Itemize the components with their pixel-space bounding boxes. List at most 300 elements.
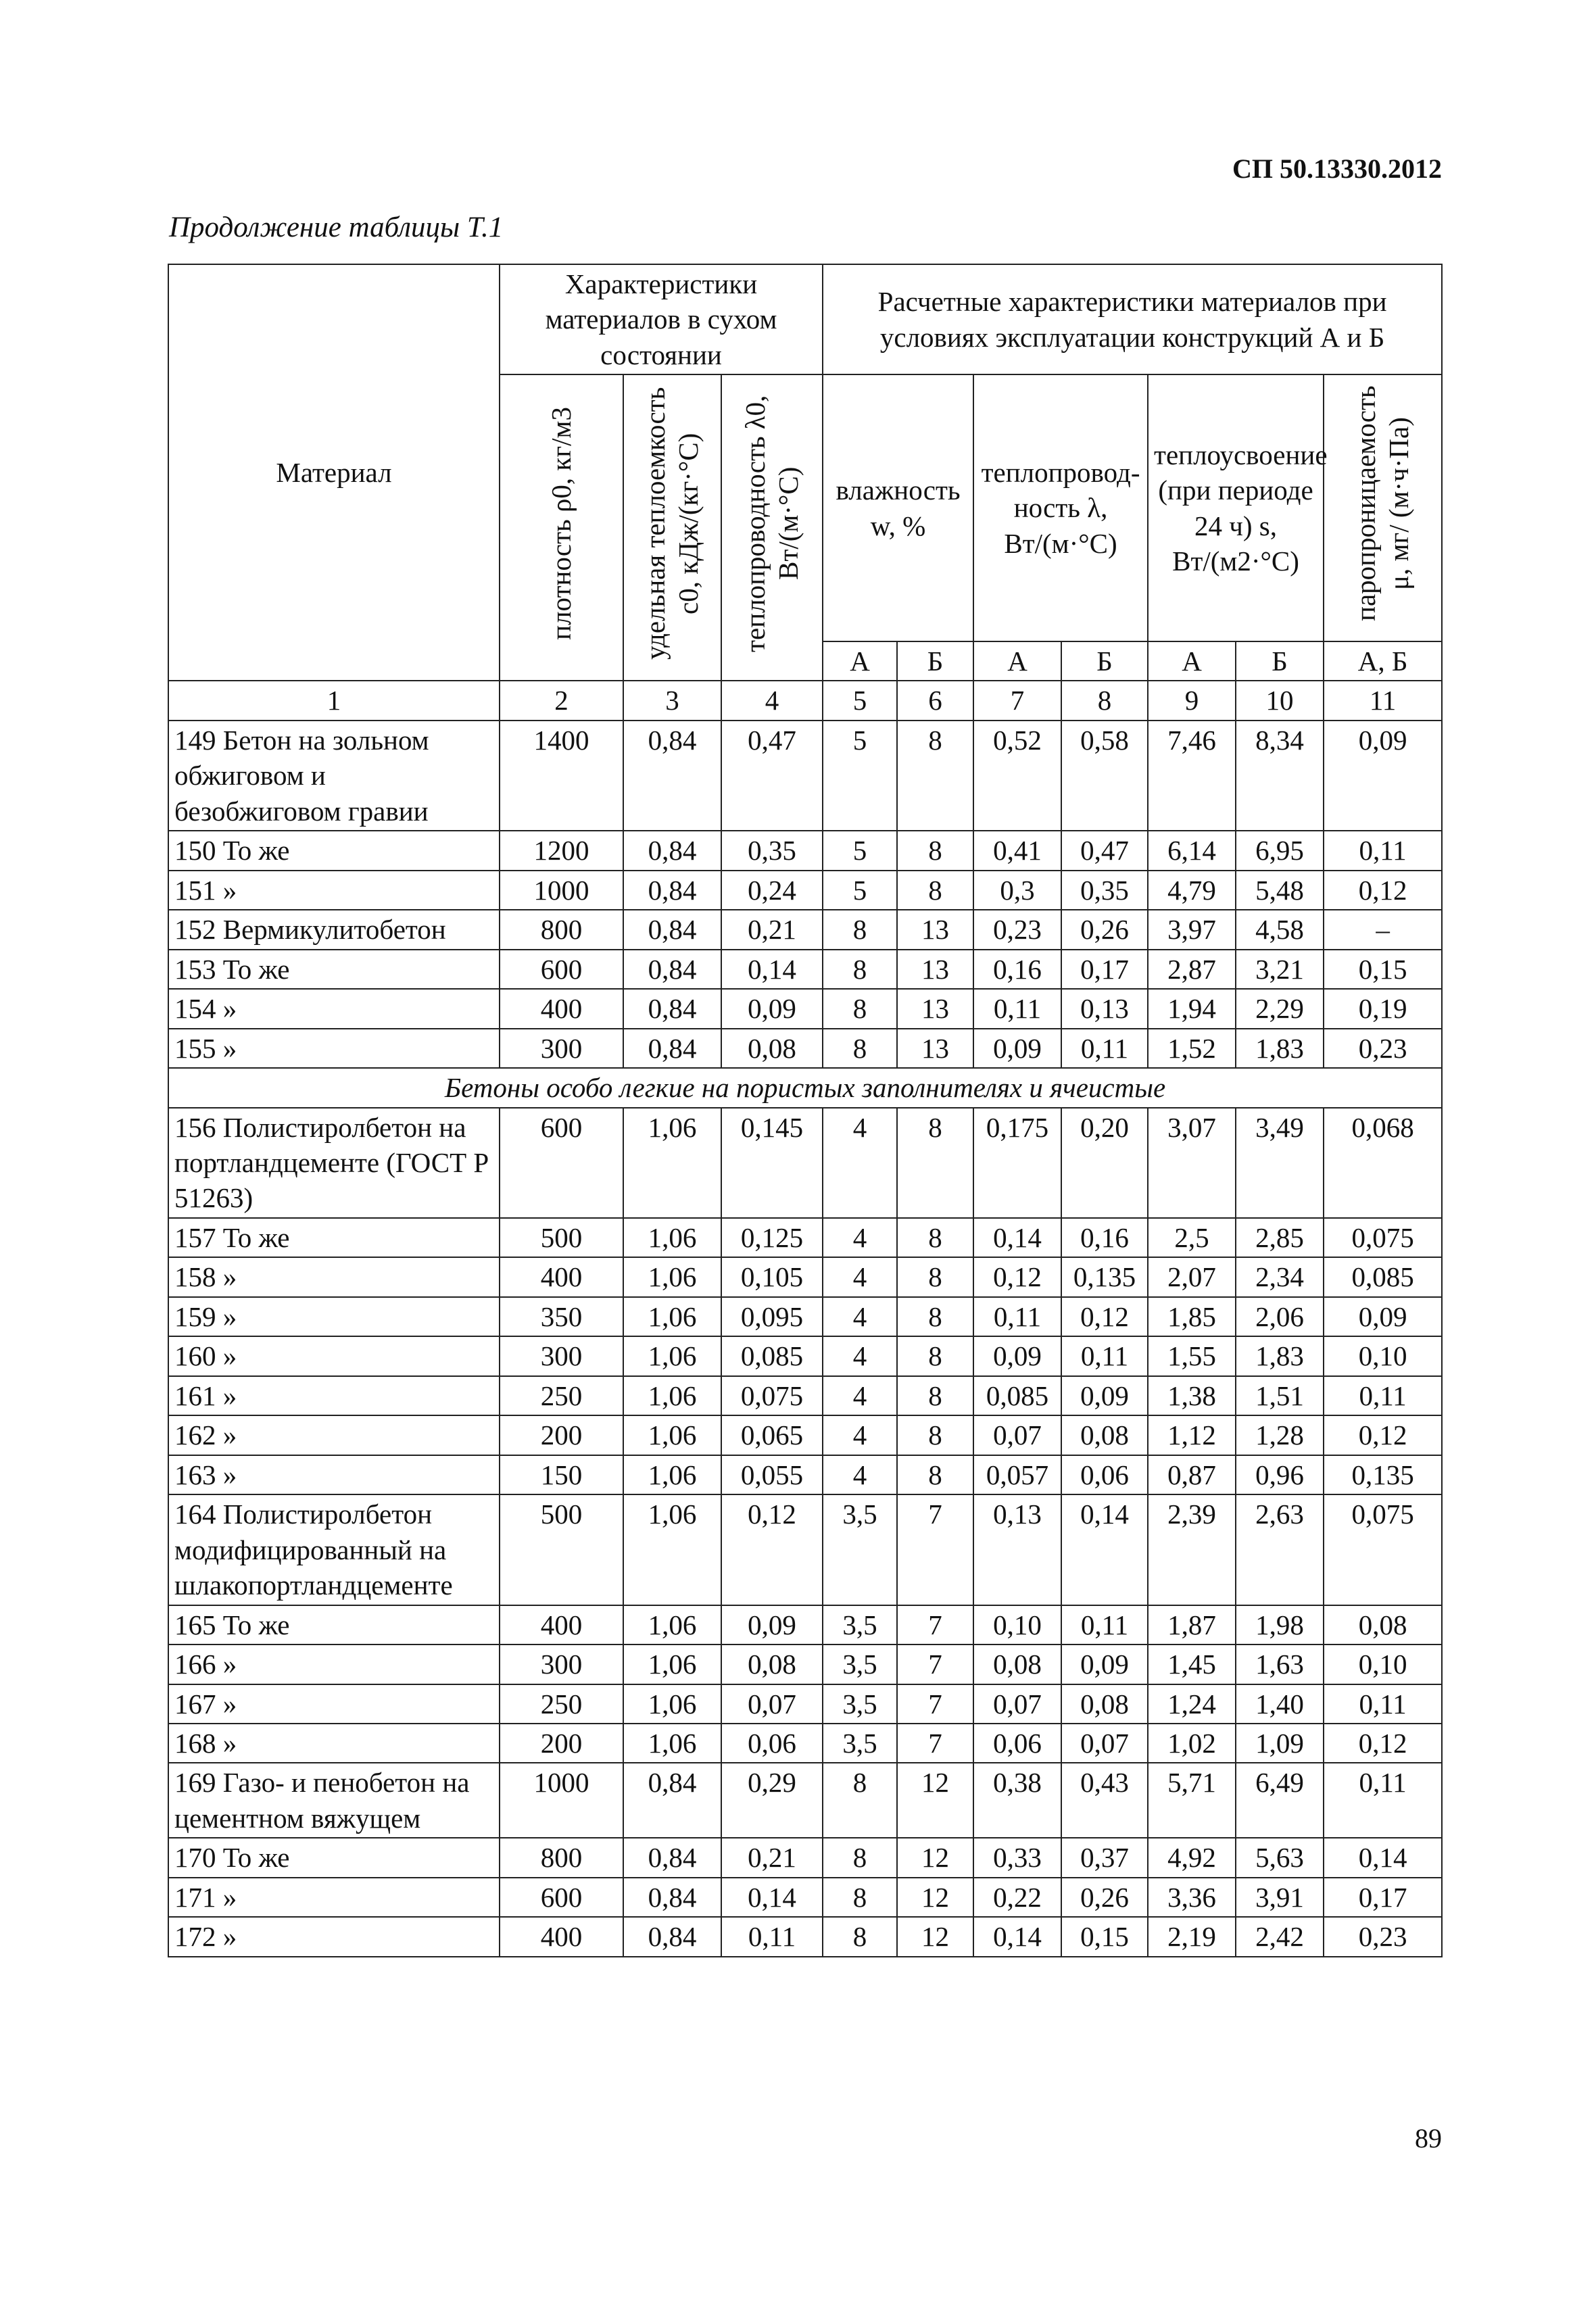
value-cell: 4 <box>823 1218 897 1257</box>
value-cell: 0,09 <box>1324 1297 1442 1336</box>
material-name: 168 » <box>168 1724 500 1763</box>
value-cell: 0,11 <box>1061 1336 1148 1375</box>
value-cell: 0,12 <box>1324 871 1442 910</box>
table-row <box>168 1455 1442 1494</box>
value-cell: 3,21 <box>1236 950 1324 989</box>
value-cell: 2,87 <box>1148 950 1236 989</box>
value-cell: 1,06 <box>623 1218 721 1257</box>
value-cell: 300 <box>500 1644 623 1684</box>
value-cell: 0,06 <box>1061 1455 1148 1494</box>
value-cell: 0,16 <box>973 950 1061 989</box>
value-cell: 1,06 <box>623 1605 721 1644</box>
value-cell: 0,055 <box>721 1455 823 1494</box>
value-cell: 1,51 <box>1236 1376 1324 1415</box>
value-cell: 2,85 <box>1236 1218 1324 1257</box>
subcolumn-label: Б <box>1061 641 1148 681</box>
value-cell: 0,17 <box>1061 950 1148 989</box>
value-cell: 8 <box>897 1336 973 1375</box>
value-cell: 5,71 <box>1148 1763 1236 1838</box>
value-cell: 8 <box>897 1297 973 1336</box>
value-cell: 8,34 <box>1236 721 1324 831</box>
value-cell: 0,125 <box>721 1218 823 1257</box>
value-cell: 0,38 <box>973 1763 1061 1838</box>
value-cell: 400 <box>500 1605 623 1644</box>
value-cell: 4 <box>823 1257 897 1296</box>
value-cell: 0,15 <box>1324 950 1442 989</box>
value-cell: 1,85 <box>1148 1297 1236 1336</box>
header-heat-absorption: теплоусвоение (при периоде 24 ч) s, Вт/(м2·°С) <box>1148 374 1324 641</box>
value-cell: 2,42 <box>1236 1917 1324 1956</box>
section-title: Бетоны особо легкие на пористых заполнителях и ячеистые <box>168 1068 1442 1107</box>
value-cell: 2,5 <box>1148 1218 1236 1257</box>
value-cell: 600 <box>500 950 623 989</box>
column-number: 11 <box>1324 681 1442 720</box>
value-cell: 0,58 <box>1061 721 1148 831</box>
column-number: 5 <box>823 681 897 720</box>
value-cell: 0,09 <box>721 989 823 1028</box>
value-cell: 0,41 <box>973 831 1061 870</box>
value-cell: 8 <box>897 1415 973 1455</box>
value-cell: 0,08 <box>1061 1684 1148 1724</box>
value-cell: 8 <box>897 1257 973 1296</box>
value-cell: 8 <box>823 989 897 1028</box>
value-cell: 1,09 <box>1236 1724 1324 1763</box>
column-number: 7 <box>973 681 1061 720</box>
header-heat-capacity: удельная теплоемкость с0, кДж/(кг·°С) <box>623 374 721 681</box>
table-row <box>168 871 1442 910</box>
value-cell: 3,49 <box>1236 1108 1324 1218</box>
value-cell: 0,14 <box>721 950 823 989</box>
value-cell: 0,47 <box>1061 831 1148 870</box>
value-cell: 8 <box>823 950 897 989</box>
value-cell: 0,07 <box>973 1684 1061 1724</box>
value-cell: 8 <box>897 871 973 910</box>
value-cell: 0,07 <box>973 1415 1061 1455</box>
material-name: 154 » <box>168 989 500 1028</box>
table-row <box>168 1878 1442 1917</box>
value-cell: 4,58 <box>1236 910 1324 949</box>
value-cell: 1,83 <box>1236 1336 1324 1375</box>
value-cell: 1200 <box>500 831 623 870</box>
value-cell: 0,22 <box>973 1878 1061 1917</box>
table-row <box>168 910 1442 949</box>
value-cell: 8 <box>897 721 973 831</box>
value-cell: 1,06 <box>623 1297 721 1336</box>
value-cell: 2,39 <box>1148 1494 1236 1605</box>
table-caption: Продолжение таблицы Т.1 <box>169 212 504 243</box>
material-name: 166 » <box>168 1644 500 1684</box>
value-cell: 2,29 <box>1236 989 1324 1028</box>
column-number: 8 <box>1061 681 1148 720</box>
value-cell: 800 <box>500 910 623 949</box>
value-cell: 0,21 <box>721 1838 823 1877</box>
value-cell: 0,11 <box>1324 1376 1442 1415</box>
value-cell: 0,84 <box>623 871 721 910</box>
value-cell: 0,075 <box>1324 1494 1442 1605</box>
value-cell: 0,08 <box>1324 1605 1442 1644</box>
value-cell: 5 <box>823 831 897 870</box>
table-row <box>168 1838 1442 1877</box>
table-row <box>168 989 1442 1028</box>
material-name: 172 » <box>168 1917 500 1956</box>
value-cell: 0,23 <box>973 910 1061 949</box>
value-cell: 1,06 <box>623 1376 721 1415</box>
value-cell: 3,5 <box>823 1684 897 1724</box>
value-cell: 200 <box>500 1724 623 1763</box>
value-cell: 0,09 <box>1061 1644 1148 1684</box>
value-cell: 0,11 <box>973 1297 1061 1336</box>
value-cell: 0,09 <box>721 1605 823 1644</box>
value-cell: 0,08 <box>1061 1415 1148 1455</box>
table-row <box>168 1218 1442 1257</box>
value-cell: 0,26 <box>1061 910 1148 949</box>
value-cell: 0,14 <box>1324 1838 1442 1877</box>
value-cell: 500 <box>500 1494 623 1605</box>
value-cell: 200 <box>500 1415 623 1455</box>
value-cell: 8 <box>823 1917 897 1956</box>
value-cell: 0,057 <box>973 1455 1061 1494</box>
value-cell: 8 <box>897 831 973 870</box>
value-cell: 8 <box>823 1763 897 1838</box>
table-row <box>168 1297 1442 1336</box>
column-number: 10 <box>1236 681 1324 720</box>
value-cell: 0,17 <box>1324 1878 1442 1917</box>
value-cell: 0,075 <box>721 1376 823 1415</box>
material-name: 158 » <box>168 1257 500 1296</box>
table-row <box>168 1415 1442 1455</box>
header-column-numbers <box>168 681 1442 720</box>
value-cell: 0,175 <box>973 1108 1061 1218</box>
table-row <box>168 1763 1442 1838</box>
subcolumn-label: Б <box>1236 641 1324 681</box>
value-cell: 12 <box>897 1838 973 1877</box>
value-cell: 300 <box>500 1029 623 1068</box>
value-cell: 0,84 <box>623 831 721 870</box>
value-cell: 3,5 <box>823 1605 897 1644</box>
value-cell: 0,08 <box>721 1029 823 1068</box>
value-cell: 0,11 <box>1061 1029 1148 1068</box>
materials-table <box>168 264 1443 1957</box>
table-row <box>168 950 1442 989</box>
value-cell: 4 <box>823 1376 897 1415</box>
value-cell: 0,52 <box>973 721 1061 831</box>
value-cell: 600 <box>500 1878 623 1917</box>
value-cell: 0,09 <box>1324 721 1442 831</box>
value-cell: 5 <box>823 871 897 910</box>
material-name: 157 То же <box>168 1218 500 1257</box>
value-cell: 0,085 <box>721 1336 823 1375</box>
value-cell: 0,84 <box>623 1838 721 1877</box>
value-cell: 0,085 <box>1324 1257 1442 1296</box>
value-cell: 1,45 <box>1148 1644 1236 1684</box>
column-number: 6 <box>897 681 973 720</box>
table-body-1 <box>168 721 1442 1068</box>
value-cell: 300 <box>500 1336 623 1375</box>
value-cell: 0,10 <box>1324 1336 1442 1375</box>
value-cell: 0,06 <box>973 1724 1061 1763</box>
value-cell: 8 <box>823 1838 897 1877</box>
value-cell: 13 <box>897 910 973 949</box>
material-name: 160 » <box>168 1336 500 1375</box>
value-cell: 0,13 <box>1061 989 1148 1028</box>
value-cell: 8 <box>897 1376 973 1415</box>
value-cell: 0,84 <box>623 1878 721 1917</box>
value-cell: 600 <box>500 1108 623 1218</box>
value-cell: 1,83 <box>1236 1029 1324 1068</box>
value-cell: 350 <box>500 1297 623 1336</box>
value-cell: 0,3 <box>973 871 1061 910</box>
value-cell: 1,55 <box>1148 1336 1236 1375</box>
material-name: 156 Полистиролбетон на портландцементе (ГОСТ Р 51263) <box>168 1108 500 1218</box>
value-cell: 0,08 <box>973 1644 1061 1684</box>
value-cell: 4 <box>823 1336 897 1375</box>
value-cell: 250 <box>500 1376 623 1415</box>
value-cell: 1,06 <box>623 1415 721 1455</box>
value-cell: 4 <box>823 1455 897 1494</box>
value-cell: 8 <box>823 1029 897 1068</box>
value-cell: 7 <box>897 1644 973 1684</box>
value-cell: 0,07 <box>1061 1724 1148 1763</box>
value-cell: 0,075 <box>1324 1218 1442 1257</box>
value-cell: 0,16 <box>1061 1218 1148 1257</box>
value-cell: 0,35 <box>721 831 823 870</box>
material-name: 151 » <box>168 871 500 910</box>
value-cell: 0,12 <box>973 1257 1061 1296</box>
value-cell: 1,40 <box>1236 1684 1324 1724</box>
subcolumn-label: А <box>823 641 897 681</box>
header-conductivity0: теплопроводность λ0, Вт/(м·°С) <box>721 374 823 681</box>
value-cell: 0,84 <box>623 721 721 831</box>
value-cell: 0,09 <box>973 1029 1061 1068</box>
page-number: 89 <box>1415 2123 1442 2153</box>
material-name: 161 » <box>168 1376 500 1415</box>
value-cell: 1,06 <box>623 1257 721 1296</box>
value-cell: 0,12 <box>1324 1415 1442 1455</box>
material-name: 159 » <box>168 1297 500 1336</box>
subcolumn-label: Б <box>897 641 973 681</box>
value-cell: 0,10 <box>973 1605 1061 1644</box>
value-cell: 1,87 <box>1148 1605 1236 1644</box>
material-name: 150 То же <box>168 831 500 870</box>
value-cell: 3,97 <box>1148 910 1236 949</box>
value-cell: 7,46 <box>1148 721 1236 831</box>
value-cell: 0,10 <box>1324 1644 1442 1684</box>
value-cell: 0,84 <box>623 989 721 1028</box>
header-conductivity: теплопроводность λ, Вт/(м·°С) <box>973 374 1148 641</box>
value-cell: 1,06 <box>623 1336 721 1375</box>
value-cell: 1,06 <box>623 1108 721 1218</box>
material-name: 149 Бетон на зольном обжиговом и безобжиговом гравии <box>168 721 500 831</box>
value-cell: 0,26 <box>1061 1878 1148 1917</box>
section-row <box>168 1068 1442 1107</box>
value-cell: 5,48 <box>1236 871 1324 910</box>
value-cell: 12 <box>897 1763 973 1838</box>
value-cell: 5,63 <box>1236 1838 1324 1877</box>
value-cell: 0,23 <box>1324 1029 1442 1068</box>
table-row <box>168 1494 1442 1605</box>
subcolumn-label: А <box>1148 641 1236 681</box>
value-cell: 0,06 <box>721 1724 823 1763</box>
material-name: 165 То же <box>168 1605 500 1644</box>
value-cell: 0,11 <box>721 1917 823 1956</box>
value-cell: 2,19 <box>1148 1917 1236 1956</box>
value-cell: 0,43 <box>1061 1763 1148 1838</box>
value-cell: 8 <box>897 1218 973 1257</box>
value-cell: 1,02 <box>1148 1724 1236 1763</box>
value-cell: 0,47 <box>721 721 823 831</box>
subcolumn-label: А, Б <box>1324 641 1442 681</box>
value-cell: 1,52 <box>1148 1029 1236 1068</box>
value-cell: 7 <box>897 1724 973 1763</box>
value-cell: 0,19 <box>1324 989 1442 1028</box>
table-row <box>168 1336 1442 1375</box>
value-cell: 1,98 <box>1236 1605 1324 1644</box>
header-density: плотность ρ0, кг/м3 <box>500 374 623 681</box>
value-cell: 13 <box>897 989 973 1028</box>
value-cell: 0,065 <box>721 1415 823 1455</box>
value-cell: 7 <box>897 1605 973 1644</box>
value-cell: 3,36 <box>1148 1878 1236 1917</box>
value-cell: 1,28 <box>1236 1415 1324 1455</box>
value-cell: 2,34 <box>1236 1257 1324 1296</box>
value-cell: 0,11 <box>1324 1763 1442 1838</box>
value-cell: 1,06 <box>623 1684 721 1724</box>
value-cell: 1,06 <box>623 1724 721 1763</box>
value-cell: 1000 <box>500 1763 623 1838</box>
value-cell: 0,11 <box>973 989 1061 1028</box>
table-row <box>168 1684 1442 1724</box>
table-row <box>168 1605 1442 1644</box>
value-cell: – <box>1324 910 1442 949</box>
value-cell: 150 <box>500 1455 623 1494</box>
value-cell: 0,14 <box>973 1917 1061 1956</box>
value-cell: 8 <box>823 910 897 949</box>
value-cell: 0,14 <box>721 1878 823 1917</box>
value-cell: 1,63 <box>1236 1644 1324 1684</box>
value-cell: 8 <box>897 1108 973 1218</box>
value-cell: 0,84 <box>623 1029 721 1068</box>
value-cell: 0,135 <box>1061 1257 1148 1296</box>
value-cell: 0,085 <box>973 1376 1061 1415</box>
material-name: 171 » <box>168 1878 500 1917</box>
value-cell: 400 <box>500 1917 623 1956</box>
value-cell: 6,49 <box>1236 1763 1324 1838</box>
value-cell: 0,11 <box>1061 1605 1148 1644</box>
table-row <box>168 721 1442 831</box>
column-number: 4 <box>721 681 823 720</box>
value-cell: 7 <box>897 1684 973 1724</box>
value-cell: 1,94 <box>1148 989 1236 1028</box>
value-cell: 0,37 <box>1061 1838 1148 1877</box>
value-cell: 0,87 <box>1148 1455 1236 1494</box>
value-cell: 12 <box>897 1878 973 1917</box>
value-cell: 0,09 <box>973 1336 1061 1375</box>
header-dry-group: Характеристики материалов в сухом состоянии <box>500 264 823 374</box>
material-name: 155 » <box>168 1029 500 1068</box>
value-cell: 3,07 <box>1148 1108 1236 1218</box>
column-number: 3 <box>623 681 721 720</box>
value-cell: 8 <box>823 1878 897 1917</box>
value-cell: 0,14 <box>973 1218 1061 1257</box>
value-cell: 3,5 <box>823 1494 897 1605</box>
material-name: 162 » <box>168 1415 500 1455</box>
value-cell: 0,12 <box>1061 1297 1148 1336</box>
table-row <box>168 1917 1442 1956</box>
value-cell: 2,63 <box>1236 1494 1324 1605</box>
value-cell: 0,23 <box>1324 1917 1442 1956</box>
value-cell: 400 <box>500 1257 623 1296</box>
value-cell: 0,29 <box>721 1763 823 1838</box>
column-number: 2 <box>500 681 623 720</box>
header-design-group: Расчетные характеристики материалов при условиях эксплуатации конструкций А и Б <box>823 264 1442 374</box>
value-cell: 4 <box>823 1415 897 1455</box>
value-cell: 1,38 <box>1148 1376 1236 1415</box>
value-cell: 1000 <box>500 871 623 910</box>
value-cell: 0,84 <box>623 1917 721 1956</box>
value-cell: 6,14 <box>1148 831 1236 870</box>
value-cell: 0,12 <box>721 1494 823 1605</box>
value-cell: 3,5 <box>823 1644 897 1684</box>
table-row <box>168 1376 1442 1415</box>
value-cell: 0,14 <box>1061 1494 1148 1605</box>
value-cell: 1,12 <box>1148 1415 1236 1455</box>
value-cell: 0,84 <box>623 1763 721 1838</box>
table-row <box>168 831 1442 870</box>
value-cell: 800 <box>500 1838 623 1877</box>
value-cell: 0,095 <box>721 1297 823 1336</box>
table-body-2 <box>168 1108 1442 1957</box>
material-name: 153 То же <box>168 950 500 989</box>
value-cell: 1,06 <box>623 1494 721 1605</box>
value-cell: 1,24 <box>1148 1684 1236 1724</box>
value-cell: 5 <box>823 721 897 831</box>
material-name: 167 » <box>168 1684 500 1724</box>
value-cell: 1,06 <box>623 1455 721 1494</box>
table-row <box>168 1029 1442 1068</box>
header-moisture: влажность w, % <box>823 374 973 641</box>
value-cell: 3,91 <box>1236 1878 1324 1917</box>
material-name: 169 Газо- и пенобетон на цементном вяжущем <box>168 1763 500 1838</box>
value-cell: 250 <box>500 1684 623 1724</box>
value-cell: 500 <box>500 1218 623 1257</box>
value-cell: 0,11 <box>1324 1684 1442 1724</box>
value-cell: 0,24 <box>721 871 823 910</box>
table-row <box>168 1108 1442 1218</box>
value-cell: 0,145 <box>721 1108 823 1218</box>
value-cell: 4 <box>823 1297 897 1336</box>
value-cell: 1400 <box>500 721 623 831</box>
value-cell: 0,15 <box>1061 1917 1148 1956</box>
value-cell: 0,33 <box>973 1838 1061 1877</box>
material-name: 164 Полистиролбетон модифицированный на шлакопортландцементе <box>168 1494 500 1605</box>
value-cell: 7 <box>897 1494 973 1605</box>
value-cell: 1,06 <box>623 1644 721 1684</box>
value-cell: 13 <box>897 1029 973 1068</box>
document-code: СП 50.13330.2012 <box>1232 153 1442 184</box>
value-cell: 0,105 <box>721 1257 823 1296</box>
value-cell: 0,84 <box>623 910 721 949</box>
value-cell: 13 <box>897 950 973 989</box>
value-cell: 0,135 <box>1324 1455 1442 1494</box>
value-cell: 12 <box>897 1917 973 1956</box>
value-cell: 0,12 <box>1324 1724 1442 1763</box>
column-number: 1 <box>168 681 500 720</box>
value-cell: 0,84 <box>623 950 721 989</box>
value-cell: 0,96 <box>1236 1455 1324 1494</box>
value-cell: 0,11 <box>1324 831 1442 870</box>
material-name: 170 То же <box>168 1838 500 1877</box>
value-cell: 0,21 <box>721 910 823 949</box>
